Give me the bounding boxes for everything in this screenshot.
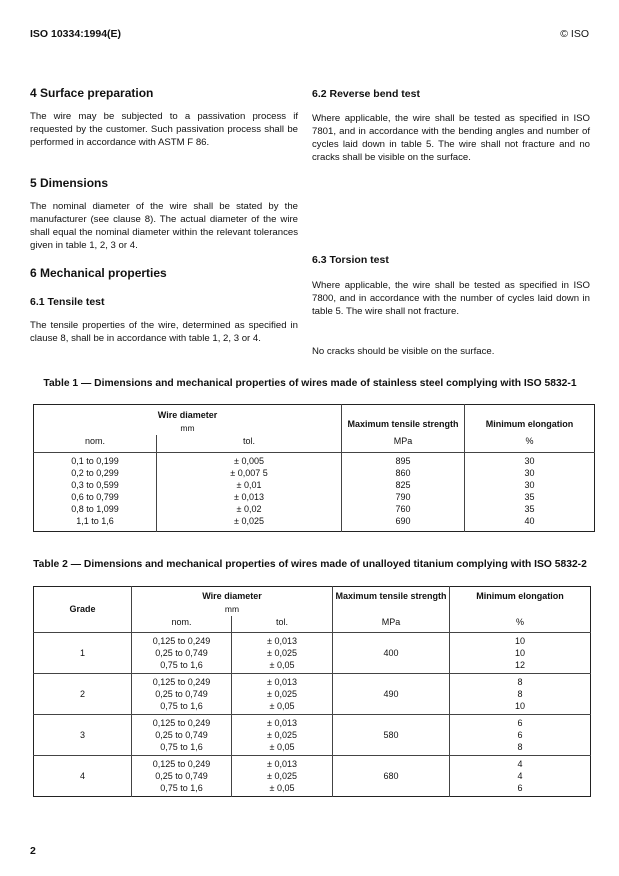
tol-cell: ± 0,013 ± 0,025 ± 0,05 — [232, 715, 333, 756]
section-5-title: 5 Dimensions — [30, 176, 109, 190]
tol-cell: ± 0,013 ± 0,025 ± 0,05 — [232, 756, 333, 797]
table-1-caption: Table 1 — Dimensions and mechanical properties of wires made of stainless steel complying with ISO 5832-1 — [43, 378, 577, 389]
tol-cell: ± 0,013 ± 0,025 ± 0,05 — [232, 633, 333, 674]
header-pct: % — [450, 616, 591, 633]
section-5-text: The nominal diameter of the wire shall be stated by the manufacturer (see clause 8). The actual diameter of the wire shall equal the nominal diameter within the relevant tolerances given in table 1, 2, 3 or 4. — [30, 201, 298, 251]
tol-values: ± 0,005 ± 0,007 5 ± 0,01 ± 0,013 ± 0,02 ± 0,025 — [157, 453, 342, 532]
section-6-2-text: Where applicable, the wire shall be tested as specified in ISO 7801, and in accordance with the bending angles and number of cycles laid down in table 5. The wire shall not fracture and no cracks shall be visible on the surface. — [312, 113, 590, 163]
table-1 — [33, 404, 595, 532]
section-4-title: 4 Surface preparation — [30, 86, 154, 100]
section-6-1-text: The tensile properties of the wire, determined as specified in clause 8, shall be in accordance with table 1, 2, 3 or 4. — [30, 320, 298, 344]
header-mpa: MPa — [333, 616, 450, 633]
strength-cell: 680 — [333, 756, 450, 797]
section-6-3-title: 6.3 Torsion test — [312, 254, 389, 266]
header-grade: Grade — [69, 604, 96, 614]
header-nom: nom. — [132, 616, 232, 633]
header-strength: Maximum tensile strength — [342, 405, 465, 436]
header-wire-diameter: Wire diameter — [132, 587, 333, 604]
table-row — [34, 633, 591, 674]
section-4-text: The wire may be subjected to a passivation process if requested by the customer. Such passivation process shall be performed in accordance with ASTM F 86. — [30, 111, 298, 148]
table-2 — [33, 586, 591, 797]
header-tol: tol. — [157, 435, 342, 453]
nom-cell: 0,125 to 0,249 0,25 to 0,749 0,75 to 1,6 — [132, 674, 232, 715]
grade-cell: 2 — [79, 689, 85, 699]
document-id: ISO 10334:1994(E) — [30, 28, 122, 40]
nom-cell: 0,125 to 0,249 0,25 to 0,749 0,75 to 1,6 — [132, 756, 232, 797]
table-2-caption: Table 2 — Dimensions and mechanical properties of wires made of unalloyed titanium complying with ISO 5832-2 — [33, 559, 587, 570]
strength-cell: 400 — [333, 633, 450, 674]
elongation-values: 30 30 30 35 35 40 — [465, 453, 595, 532]
strength-values: 895 860 825 790 760 690 — [342, 453, 465, 532]
nom-values: 0,1 to 0,199 0,2 to 0,299 0,3 to 0,599 0,6 to 0,799 0,8 to 1,099 1,1 to 1,6 — [71, 456, 119, 526]
header-strength: Maximum tensile strength — [333, 587, 450, 617]
section-6-1-title: 6.1 Tensile test — [30, 296, 105, 308]
strength-cell: 580 — [333, 715, 450, 756]
table-row — [34, 674, 591, 715]
section-6-3-note: No cracks should be visible on the surface. — [312, 346, 495, 357]
header-mm: mm — [132, 603, 333, 616]
header-pct: % — [465, 435, 595, 453]
table-row — [34, 756, 591, 797]
grade-cell: 3 — [79, 730, 85, 740]
nom-cell: 0,125 to 0,249 0,25 to 0,749 0,75 to 1,6 — [132, 715, 232, 756]
header-elongation: Minimum elongation — [465, 405, 595, 436]
section-6-2-title: 6.2 Reverse bend test — [312, 88, 420, 100]
nom-cell: 0,125 to 0,249 0,25 to 0,749 0,75 to 1,6 — [132, 633, 232, 674]
grade-cell: 1 — [79, 648, 85, 658]
section-6-3-text: Where applicable, the wire shall be tested as specified in ISO 7800, and in accordance with the number of cycles laid down in table 5. The wire shall not fracture. — [312, 280, 590, 317]
elongation-cell: 10 10 12 — [450, 633, 591, 674]
header-tol: tol. — [232, 616, 333, 633]
header-mpa: MPa — [342, 435, 465, 453]
elongation-cell: 4 4 6 — [450, 756, 591, 797]
iso-mark: © ISO — [560, 28, 589, 40]
elongation-cell: 6 6 8 — [450, 715, 591, 756]
table-row — [34, 715, 591, 756]
header-elongation: Minimum elongation — [450, 587, 591, 617]
section-6-title: 6 Mechanical properties — [30, 266, 167, 280]
page-number: 2 — [30, 845, 36, 857]
grade-cell: 4 — [79, 771, 85, 781]
header-mm: mm — [180, 423, 195, 433]
elongation-cell: 8 8 10 — [450, 674, 591, 715]
header-nom: nom. — [84, 436, 105, 446]
strength-cell: 490 — [333, 674, 450, 715]
header-wire-diameter: Wire diameter — [157, 410, 218, 420]
tol-cell: ± 0,013 ± 0,025 ± 0,05 — [232, 674, 333, 715]
